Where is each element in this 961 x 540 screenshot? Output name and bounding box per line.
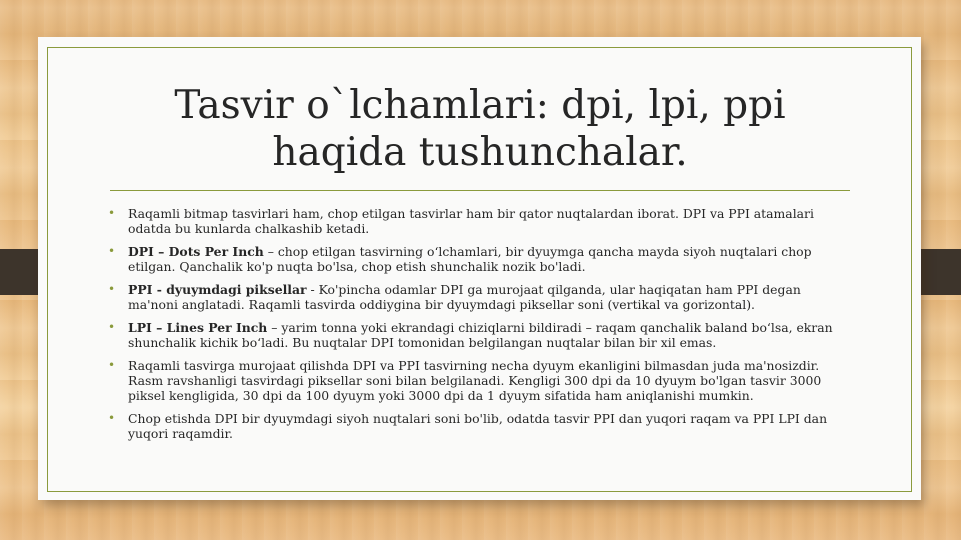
bullet-text: – yarim tonna yoki ekrandagi chiziqlarni bildiradi – raqam qanchalik baland bo‘lsa, ekran shunchalik kichik bo‘ladi. Bu nuqtalar DPI tomonidan belgilangan nuqtalar bilan bir xil emas.	[128, 320, 833, 350]
slide-title	[110, 82, 850, 176]
bullet-icon: •	[108, 244, 116, 258]
bullet-icon: •	[108, 358, 116, 372]
bullet-text: Chop etishda DPI bir dyuymdagi siyoh nuqtalari soni bo'lib, odatda tasvir PPI dan yuqori raqam va PPI LPI dan yuqori raqamdir.	[128, 411, 828, 441]
bullet-item-6	[108, 411, 853, 441]
bullet-term: DPI – Dots Per Inch	[128, 244, 264, 259]
bullet-list	[108, 206, 853, 449]
bullet-text: Raqamli tasvirga murojaat qilishda DPI va PPI tasvirning necha dyuym ekanligini bilmasdan juda ma'nosizdir. Rasm ravshanligi tasvirdagi piksellar soni bilan belgilanadi. Kengligi 300 dpi da 10 dyuym bo'lgan tasvir 3000 piksel kengligida, 30 dpi da 100 dyuym yoki 3000 dpi da 1 dyuym sifatida ham aniqlanishi mumkin.	[128, 358, 822, 403]
bullet-icon: •	[108, 320, 116, 334]
bullet-icon: •	[108, 206, 116, 220]
bullet-icon: •	[108, 411, 116, 425]
bullet-item-2	[108, 244, 853, 274]
bullet-item-1	[108, 206, 853, 236]
slide-title-line-2: haqida tushunchalar.	[272, 130, 688, 175]
title-divider	[110, 190, 850, 191]
bullet-term: LPI – Lines Per Inch	[128, 320, 268, 335]
bullet-term: PPI - dyuymdagi piksellar	[128, 282, 307, 297]
bullet-item-3	[108, 282, 853, 312]
bullet-text: – chop etilgan tasvirning o‘lchamlari, bir dyuymga qancha mayda siyoh nuqtalari chop etilgan. Qanchalik ko'p nuqta bo'lsa, chop etish shunchalik nozik bo'ladi.	[128, 244, 812, 274]
bullet-text: - Ko'pincha odamlar DPI ga murojaat qilganda, ular haqiqatan ham PPI degan ma'noni anglatadi. Raqamli tasvirda oddiygina bir dyuymdagi piksellar soni (vertikal va gorizontal).	[128, 282, 801, 312]
slide-title-line-1: Tasvir o`lchamlari: dpi, lpi, ppi	[174, 83, 786, 128]
bullet-item-4	[108, 320, 853, 350]
bullet-item-5	[108, 358, 853, 403]
bullet-icon: •	[108, 282, 116, 296]
bullet-text: Raqamli bitmap tasvirlari ham, chop etilgan tasvirlar ham bir qator nuqtalardan iborat. DPI va PPI atamalari odatda bu kunlarda chalkashib ketadi.	[128, 206, 814, 236]
